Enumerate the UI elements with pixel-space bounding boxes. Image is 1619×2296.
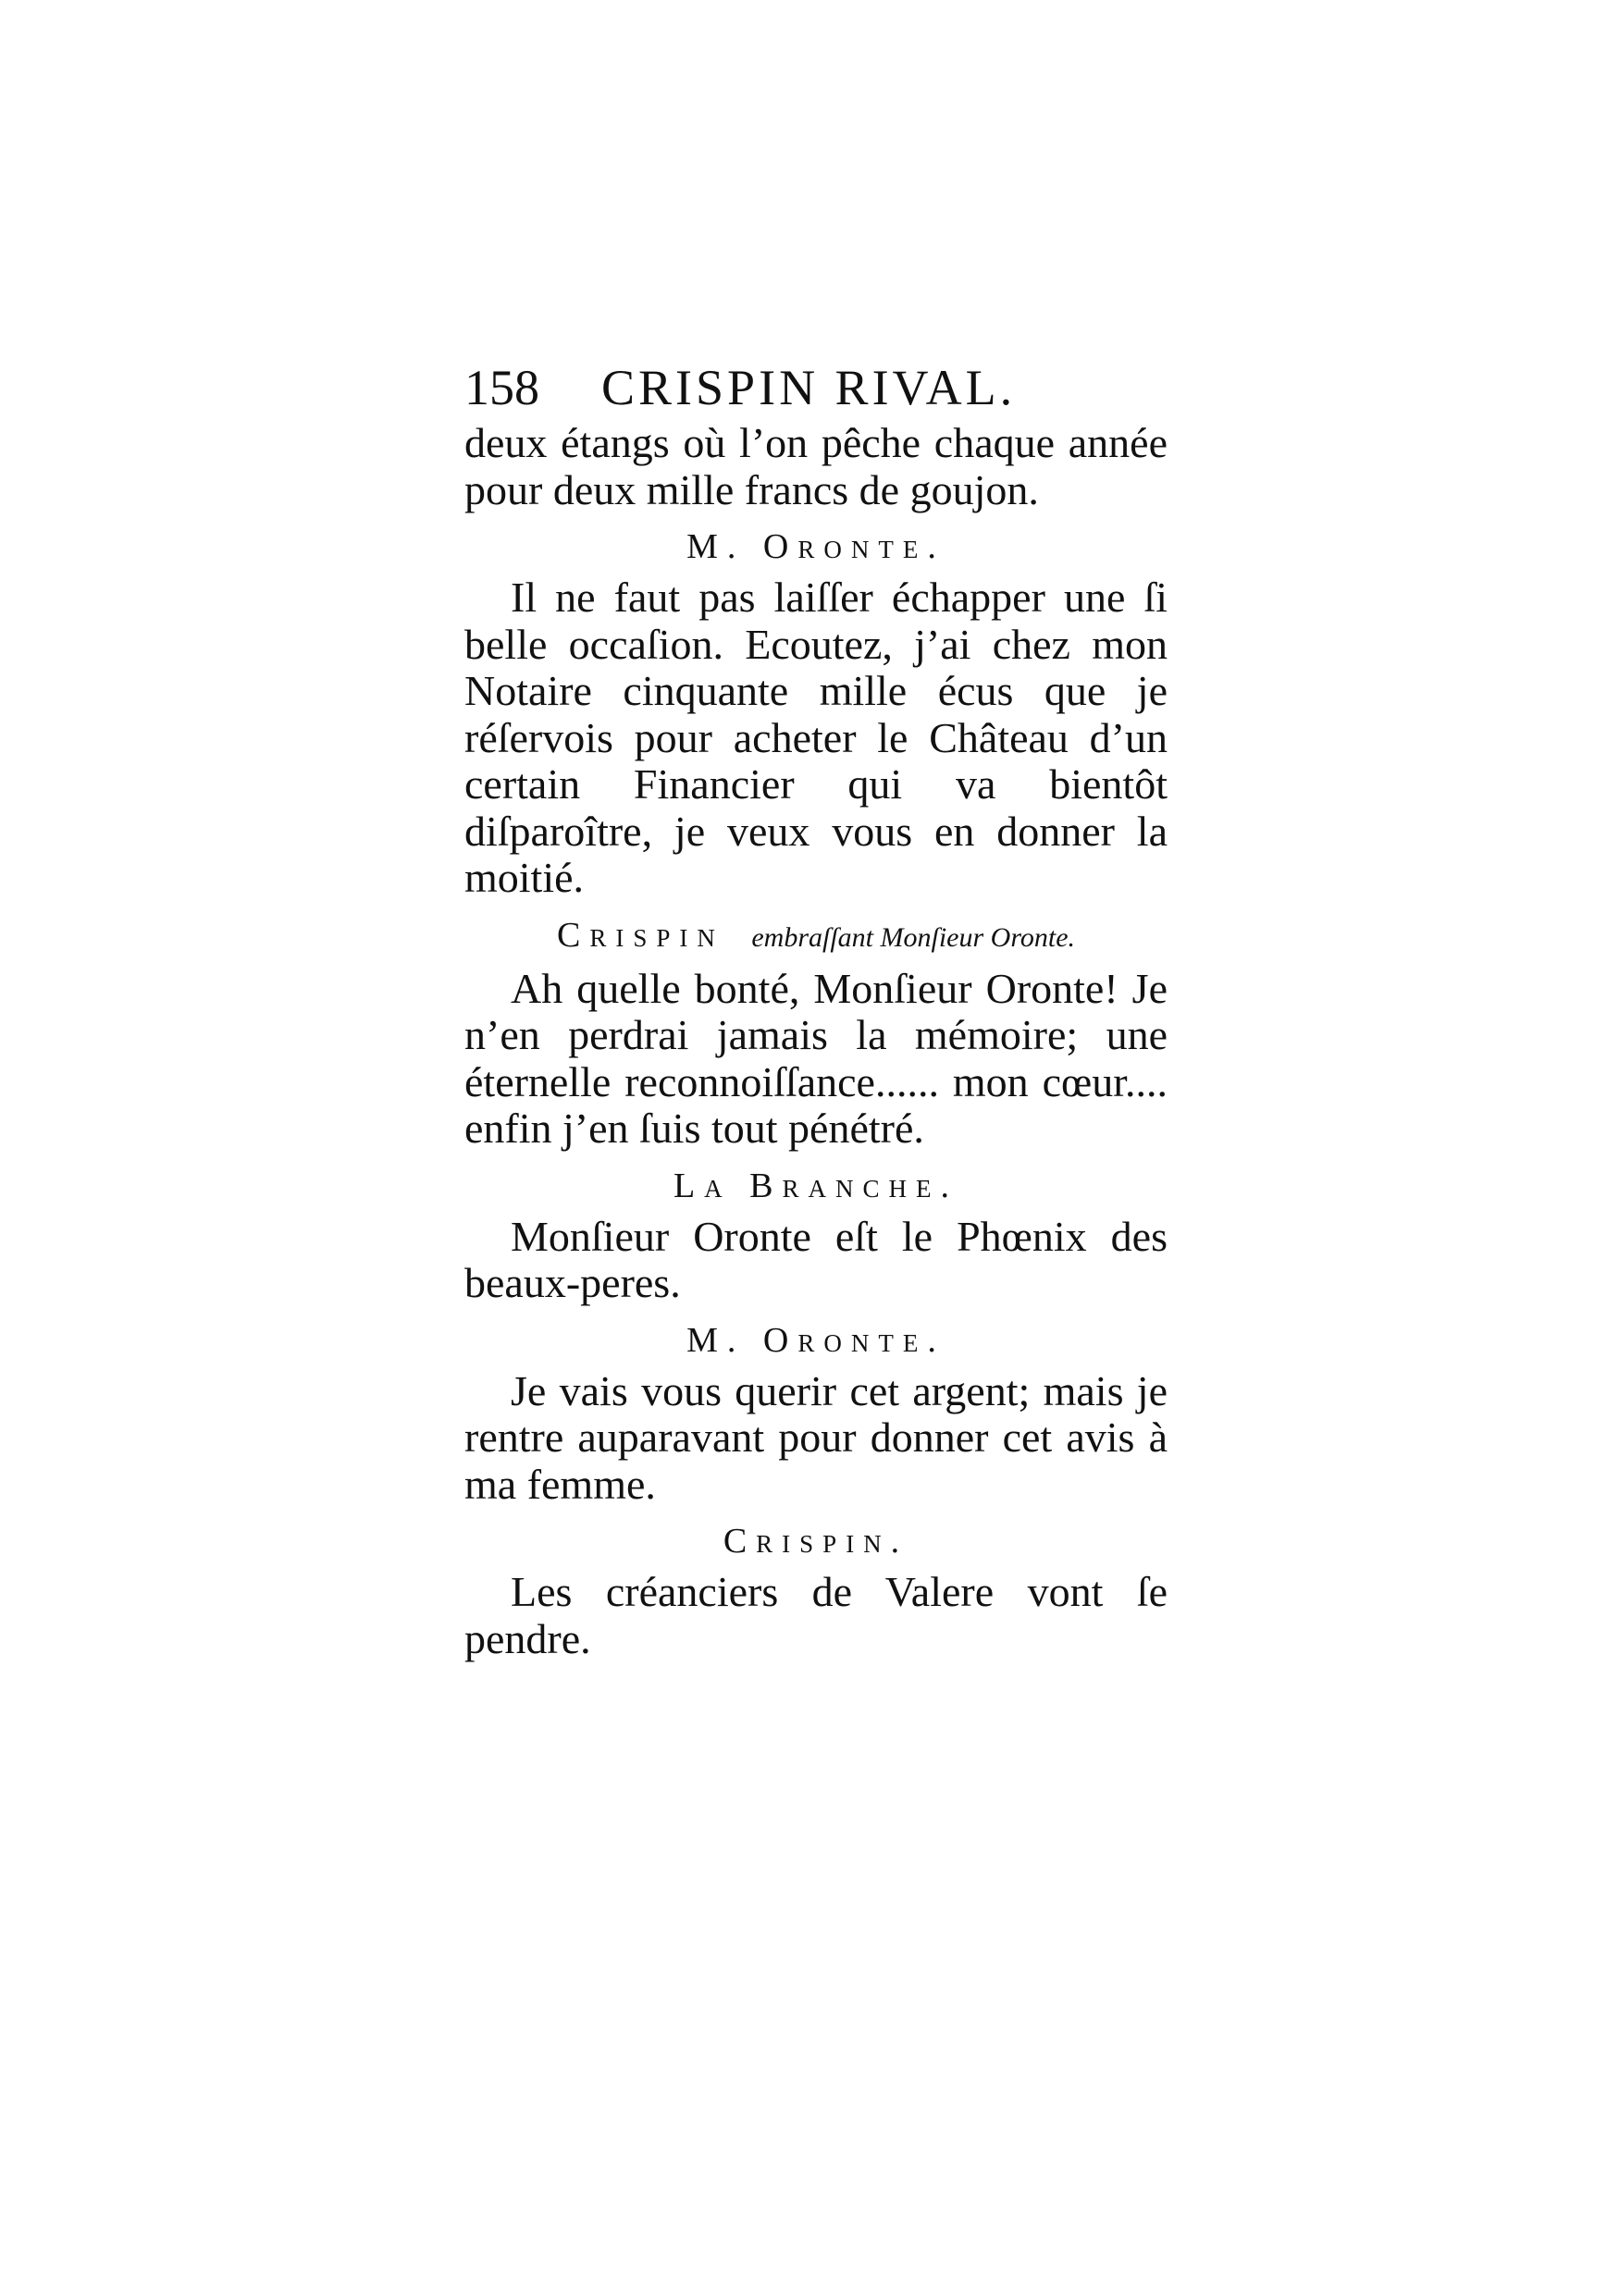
speaker-heading: M. Oronte. [686, 527, 945, 566]
speaker-heading-with-direction [464, 909, 1168, 964]
running-title: CRISPIN RIVAL. [601, 360, 1017, 415]
speaker-heading: Crispin. [723, 1522, 909, 1561]
speech-paragraph: Monſieur Oronte eſt le Phœnix des beaux-peres. [464, 1212, 1168, 1306]
speaker-heading: M. Oronte. [686, 1320, 945, 1360]
speech-paragraph: Ah quelle bonté, Monſieur Oronte! Je n’en perdrai jamais la mémoire; une éternelle reconnoiſſance...... mon cœur.... enfin j’en ſuis tout pénétré. [464, 964, 1168, 1152]
speaker-heading: La Branche. [673, 1166, 959, 1205]
speech-paragraph: Les créanciers de Valere vont ſe pendre. [464, 1568, 1168, 1662]
speech-paragraph: Je vais vous querir cet argent; mais je rentre auparavant pour donner cet avis à ma femme. [464, 1366, 1168, 1508]
stage-direction: embraſſant Monſieur Oronte. [751, 921, 1076, 953]
speech-paragraph: Il ne faut pas laiſſer échapper une ſi belle occaſion. Ecoutez, j’ai chez mon Notaire cinquante mille écus que je réſervois pour acheter le Château d’un certain Financier qui va bientôt diſparoître, je veux vous en donner la moitié. [464, 574, 1168, 901]
running-head [464, 355, 1168, 420]
page-number: 158 [464, 360, 539, 415]
speaker-name: Crispin [556, 915, 724, 955]
paragraph-continuation: deux étangs où l’on pêche chaque année pour deux mille francs de goujon. [464, 419, 1168, 513]
text-block [464, 355, 1168, 1662]
